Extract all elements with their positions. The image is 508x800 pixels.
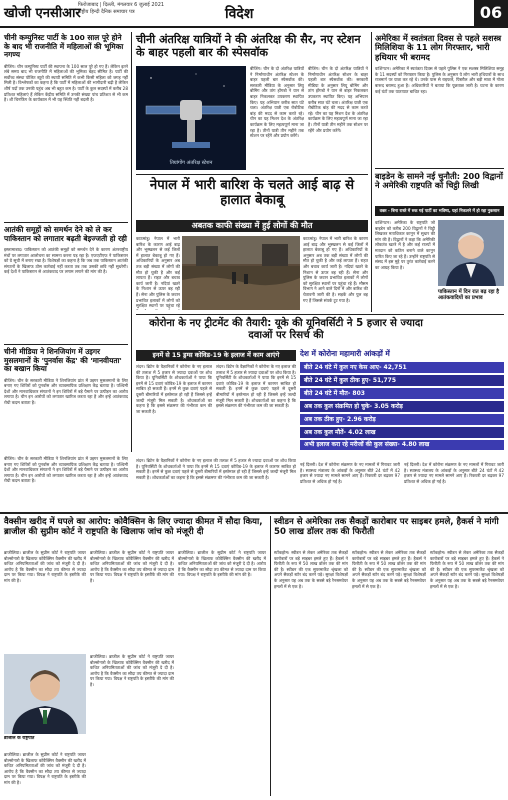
story-us-independence xyxy=(375,34,504,152)
story-corona-treatment xyxy=(136,318,436,341)
bolsonaro-caption xyxy=(4,736,86,748)
divider xyxy=(4,344,128,345)
divider xyxy=(136,314,504,315)
stat-row: बीते 24 घंटे में कुल नए केस आए- 42,751 xyxy=(300,362,504,373)
headline: चीनी कम्युनिस्ट पार्टी के 100 साल पूरे होने के बाद भी राजनीति में महिलाओं की भूमिका नगण्य xyxy=(4,33,124,60)
column-rule xyxy=(371,32,372,312)
pak-note-headline: पाकिस्तान में दिन रात बढ़ रहा है आतंकवादियों का प्रभाव xyxy=(438,289,500,301)
stats-body-cont: नई दिल्ली। देश में कोरोना संक्रमण के नए मामलों में गिरावट जारी है। स्वास्थ्य मंत्रालय के आंकड़ों के अनुसार बीते 24 घंटों में 42 हजार से ज्यादा नए मामले सामने आए हैं। रिकवरी दर बढ़कर 97 प्रतिशत से अधिक हो गई है। xyxy=(404,462,504,484)
story-body: स्टॉकहोम। स्वीडन से लेकर अमेरिका तक सैकड़ों कारोबारों पर बड़े साइबर हमले हुए हैं। हैकर्स ने फिरौती के रूप में 50 लाख डॉलर तक की मांग की है। स्वीडन की एक सुपरमार्केट श्रृंखला को अपने सैकड़ों स्टोर बंद करने पड़े। सुरक्षा विशेषज्ञों के अनुसार यह अब तक के सबसे बड़े रैनसमवेयर हमलों में से एक है। xyxy=(274,550,348,589)
headline: चीनी अंतरिक्ष यात्रियों ने की अंतरिक्ष की सैर, नए स्टेशन के बाहर पहली बार की स्पेसवॉक xyxy=(136,33,361,59)
stat-row: अभी इलाज करा रहे मरीजों की कुल संख्या- 4.80 लाख xyxy=(300,440,504,450)
story-china-space xyxy=(136,34,368,60)
story-sweden-hack xyxy=(274,518,504,538)
story-body: ब्राजीलिया। ब्राजील के सुप्रीम कोर्ट ने राष्ट्रपति जायर बोल्सोनारो के खिलाफ कोवैक्सिन वैक्सीन की खरीद में कथित अनियमितताओं की जांच को मंजूरी दे दी है। आरोप है कि वैक्सीन का सौदा तय कीमत से ज्यादा दाम पर किया गया। विपक्ष ने राष्ट्रपति के इस्तीफे की मांग की है। xyxy=(4,550,86,583)
space-station-photo xyxy=(136,66,246,170)
story-body-cont4: ब्राजीलिया। ब्राजील के सुप्रीम कोर्ट ने राष्ट्रपति जायर बोल्सोनारो के खिलाफ कोवैक्सिन वैक्सीन की खरीद में कथित अनियमितताओं की जांच को मंजूरी दे दी है। आरोप है कि वैक्सीन का सौदा तय कीमत से ज्यादा दाम पर किया गया। विपक्ष ने राष्ट्रपति के इस्तीफे की मांग की है। xyxy=(4,752,86,785)
subhead-bar: अबतक काफी संख्या में हुई लोगों की मौत xyxy=(136,220,368,232)
stats-body: नई दिल्ली। देश में कोरोना संक्रमण के नए मामलों में गिरावट जारी है। स्वास्थ्य मंत्रालय के आंकड़ों के अनुसार बीते 24 घंटों में 42 हजार से ज्यादा नए मामले सामने आए हैं। रिकवरी दर बढ़कर 97 प्रतिशत से अधिक हो गई है। xyxy=(300,462,400,484)
story-body-cont: स्टॉकहोम। स्वीडन से लेकर अमेरिका तक सैकड़ों कारोबारों पर बड़े साइबर हमले हुए हैं। हैकर्स ने फिरौती के रूप में 50 लाख डॉलर तक की मांग की है। स्वीडन की एक सुपरमार्केट श्रृंखला को अपने सैकड़ों स्टोर बंद करने पड़े। सुरक्षा विशेषज्ञों के अनुसार यह अब तक के सबसे बड़े रैनसमवेयर हमलों में से एक है। xyxy=(352,550,426,589)
divider xyxy=(4,222,128,223)
headline: अमेरिका में स्वतंत्रता दिवस से पहले सशस्त्र मिलिशिया के 11 लोग गिरफ्तार, भारी हथियार भी बरामद xyxy=(375,33,502,62)
story-body-cont2: स्टॉकहोम। स्वीडन से लेकर अमेरिका तक सैकड़ों कारोबारों पर बड़े साइबर हमले हुए हैं। हैकर्स ने फिरौती के रूप में 50 लाख डॉलर तक की मांग की है। स्वीडन की एक सुपरमार्केट श्रृंखला को अपने सैकड़ों स्टोर बंद करने पड़े। सुरक्षा विशेषज्ञों के अनुसार यह अब तक के सबसे बड़े रैनसमवेयर हमलों में से एक है। xyxy=(430,550,504,589)
stat-row: अब तक कुल मौतें- 4.02 लाख xyxy=(300,427,504,438)
stat-row: अब तक ठीक हुए- 2.96 करोड़ xyxy=(300,414,504,425)
story-body: बीजिंग। चीन कम्युनिस्ट पार्टी की स्थापना के 100 साल पूरे हो गए हैं। लेकिन इतने लंबे समय बाद भी राजनीति में महिलाओं की भूमिका बेहद सीमित है। पार्टी की सर्वोच्च संस्था पोलित ब्यूरो की स्थायी समिति में कभी किसी महिला को जगह नहीं मिली है। विश्लेषकों का कहना है कि पार्टी में महिलाओं की भागीदारी बढ़ी है लेकिन शीर्ष पदों तक उनकी पहुंच अब भी बहुत कम है। पार्टी के कुल सदस्यों में करीब 28 प्रतिशत महिलाएं हैं लेकिन केंद्रीय समिति में उनकी संख्या पांच प्रतिशत से भी कम है। शी चिनफिंग के कार्यकाल में भी यह स्थिति नहीं बदली है। xyxy=(4,63,128,103)
biden-photo xyxy=(438,220,504,286)
divider xyxy=(375,168,504,169)
masthead xyxy=(0,0,508,28)
column-rule xyxy=(131,32,132,452)
story-body: बीजिंग। चीन के दो अंतरिक्ष यात्रियों ने निर्माणाधीन अंतरिक्ष स्टेशन के बाहर पहली बार स्पेसवॉक की। सरकारी मीडिया के अनुसार लियू बोमिंग और तांग होंगबो ने यान से बाहर निकलकर उपकरण स्थापित किए। यह अभियान करीब सात घंटे चला। अंतरिक्ष यात्री एक रोबोटिक बांह की मदद से काम करते रहे। चीन का यह मिशन देश के अंतरिक्ष कार्यक्रम के लिए महत्वपूर्ण माना जा रहा है। तीनों यात्री तीन महीने तक स्टेशन पर रहेंगे और प्रयोग करेंगे। xyxy=(250,66,304,139)
headline: कोरोना के नए ट्रीटमेंट की तैयारी: यूके की यूनिवर्सिटी ने 5 हजार से ज्यादा दवाओं पर रिसर्च की xyxy=(149,318,423,341)
story-body-cont: ब्राजीलिया। ब्राजील के सुप्रीम कोर्ट ने राष्ट्रपति जायर बोल्सोनारो के खिलाफ कोवैक्सिन वैक्सीन की खरीद में कथित अनियमितताओं की जांच को मंजूरी दे दी है। आरोप है कि वैक्सीन का सौदा तय कीमत से ज्यादा दाम पर किया गया। विपक्ष ने राष्ट्रपति के इस्तीफे की मांग की है। xyxy=(90,550,174,583)
pak-note xyxy=(438,290,504,302)
story-body-cont: काठमांडू। नेपाल में भारी बारिश के कारण आई बाढ़ और भूस्खलन से कई जिलों में हालात बेकाबू हो गए हैं। अधिकारियों के अनुसार अब तक बड़ी संख्या में लोगों की मौत हो चुकी है और कई लापता हैं। राहत और बचाव कार्य जारी है। नदियां खतरे के निशान से ऊपर बह रही हैं। सेना और पुलिस के जवान प्रभावित इलाकों में लोगों को सुरक्षित स्थानों पर पहुंचा रहे हैं। मौसम विभाग ने आने वाले दिनों में और बारिश की चेतावनी जारी की है। सड़कें और पुल बह गए हैं जिससे संपर्क टूट गया है। xyxy=(303,236,368,303)
stat-row: अब तक कुल संक्रमित हो चुके- 3.05 करोड़ xyxy=(300,401,504,412)
stat-row: बीते 24 घंटे में मौत- 803 xyxy=(300,388,504,399)
column-rule xyxy=(270,516,271,796)
divider xyxy=(0,512,508,514)
story-body-more-left: बीजिंग। चीन के सरकारी मीडिया ने शिनजियांग प्रांत में उइगर मुसलमानों के लिए बनाए गए शिविरों को पुनर्वास और व्यावसायिक प्रशिक्षण केंद्र बताया है। पश्चिमी देशों और मानवाधिकार संगठनों ने इन शिविरों में बड़े पैमाने पर उत्पीड़न का आरोप लगाया है। चीन इन आरोपों को लगातार खारिज करता रहा है और इन्हें आतंकवाद रोधी कदम बताता है। xyxy=(4,456,128,484)
story-biden-letter xyxy=(375,172,504,191)
story-body: वाशिंगटन। अमेरिका में स्वतंत्रता दिवस से पहले पुलिस ने एक सशस्त्र मिलिशिया समूह के 11 सदस्यों को गिरफ्तार किया है। पुलिस के अनुसार ये लोग भारी हथियारों के साथ राजमार्ग पर यात्रा कर रहे थे। उनके पास से राइफलें, पिस्तौल और बड़ी मात्रा में गोला बारूद बरामद हुआ है। अधिकारियों ने बताया कि पूछताछ जारी है। घटना के कारण कई घंटों तक यातायात बाधित रहा। xyxy=(375,66,504,94)
story-body-more: लंदन। ब्रिटेन के वैज्ञानिकों ने कोरोना के नए इलाज की तलाश में 5 हजार से ज्यादा दवाओं पर शोध किया है। यूनिवर्सिटी के शोधकर्ताओं ने पाया कि इनमें से 15 दवाएं कोविड-19 के इलाज में कारगर साबित हो सकती हैं। इनमें से कुछ दवाएं पहले से दूसरी बीमारियों में इस्तेमाल हो रही हैं जिससे इन्हें जल्दी मंजूरी मिल सकती है। शोधकर्ताओं का कहना है कि इससे संक्रमण की गंभीरता कम की जा सकती है। xyxy=(136,458,296,480)
brand-subtitle: फिरोजाबाद | दिल्ली, मंगलवार 6 जुलाई 2021 राष्ट्रीय हिन्दी दैनिक समाचार पत्र xyxy=(78,2,165,15)
story-body: काठमांडू। नेपाल में भारी बारिश के कारण आई बाढ़ और भूस्खलन से कई जिलों में हालात बेकाबू हो गए हैं। अधिकारियों के अनुसार अब तक बड़ी संख्या में लोगों की मौत हो चुकी है और कई लापता हैं। राहत और बचाव कार्य जारी है। नदियां खतरे के निशान से ऊपर बह रही हैं। सेना और पुलिस के जवान प्रभावित इलाकों में लोगों को सुरक्षित स्थानों पर पहुंचा रहे xyxy=(136,236,180,309)
strip-bar: इनमें से 15 ड्रग्स कोविड-19 के इलाज में काम आएंगे xyxy=(136,350,296,361)
story-body: वाशिंगटन। अमेरिका के राष्ट्रपति जो बाइडेन को करीब 200 विद्वानों ने चिट्ठी लिखकर मताधिकार कानून में सुधार की मांग की है। विद्वानों ने कहा कि अमेरिकी लोकतंत्र खतरे में है और कई राज्यों में मतदान को कठिन बनाने वाले कानून पारित किए जा रहे हैं। उन्होंने राष्ट्रपति से संसद में इस मुद्दे पर तुरंत कार्रवाई करने का आग्रह किया है। xyxy=(375,220,435,270)
headline: चीनी मीडिया ने शिनजियांग में उइगर मुसलमानों के 'पुनर्वास केंद्र' की 'मानवीयता' का बखान किया xyxy=(4,347,122,374)
story-body-cont3: ब्राजीलिया। ब्राजील के सुप्रीम कोर्ट ने राष्ट्रपति जायर बोल्सोनारो के खिलाफ कोवैक्सिन वैक्सीन की खरीद में कथित अनियमितताओं की जांच को मंजूरी दे दी है। आरोप है कि वैक्सीन का सौदा तय कीमत से ज्यादा दाम पर किया गया। विपक्ष ने राष्ट्रपति के इस्तीफे की मांग की है। xyxy=(90,654,174,687)
stat-row: बीते 24 घंटे में कुल ठीक हुए- 51,775 xyxy=(300,375,504,386)
photo-caption: तियांगोंग अंतरिक्ष स्टेशन xyxy=(169,160,213,166)
flood-photo xyxy=(182,236,300,310)
kicker-bar: वक्त - बिना रास्ते में रुक गई पार्टी का भविष्य, यहां निकलने में हो रहा नुकसान xyxy=(375,206,504,216)
headline: आतंकी समूहों को समर्थन देने को ले कर पाकिस्तान को लगातार बढ़ती बेइज्जती हो रही xyxy=(4,225,127,243)
stats-title: देश में कोरोना महामारी आंकड़ों में xyxy=(300,349,390,358)
story-body-cont: बीजिंग। चीन के दो अंतरिक्ष यात्रियों ने निर्माणाधीन अंतरिक्ष स्टेशन के बाहर पहली बार स्पेसवॉक की। सरकारी मीडिया के अनुसार लियू बोमिंग और तांग होंगबो ने यान से बाहर निकलकर उपकरण स्थापित किए। यह अभियान करीब सात घंटे चला। अंतरिक्ष यात्री एक रोबोटिक बांह की मदद से काम करते रहे। चीन का यह मिशन देश के अंतरिक्ष कार्यक्रम के लिए महत्वपूर्ण माना जा रहा है। तीनों यात्री तीन महीने तक स्टेशन पर रहेंगे और प्रयोग करेंगे। xyxy=(308,66,368,133)
photo-caption: ब्राजील के राष्ट्रपति xyxy=(4,736,35,741)
story-body-cont2: ब्राजीलिया। ब्राजील के सुप्रीम कोर्ट ने राष्ट्रपति जायर बोल्सोनारो के खिलाफ कोवैक्सिन वैक्सीन की खरीद में कथित अनियमितताओं की जांच को मंजूरी दे दी है। आरोप है कि वैक्सीन का सौदा तय कीमत से ज्यादा दाम पर किया गया। विपक्ष ने राष्ट्रपति के इस्तीफे की मांग की है। xyxy=(178,550,266,578)
brand-name: खोजी एनसीआर xyxy=(4,6,81,21)
headline: नेपाल में भारी बारिश के चलते आई बाढ़ से हालात बेकाबू xyxy=(149,178,355,209)
divider xyxy=(136,174,368,175)
bolsonaro-photo xyxy=(4,654,86,734)
corona-stats-box xyxy=(300,350,504,452)
section-title: विदेश xyxy=(225,6,254,22)
story-body: लंदन। ब्रिटेन के वैज्ञानिकों ने कोरोना के नए इलाज की तलाश में 5 हजार से ज्यादा दवाओं पर शोध किया है। यूनिवर्सिटी के शोधकर्ताओं ने पाया कि इनमें से 15 दवाएं कोविड-19 के इलाज में कारगर साबित हो सकती हैं। इनमें से कुछ दवाएं पहले से दूसरी बीमारियों में इस्तेमाल हो रही हैं जिससे इन्हें जल्दी मंजूरी मिल सकती है। शोधकर्ताओं का कहना है कि इससे संक्रमण की गंभीरता कम की जा सकती है। xyxy=(136,364,212,414)
story-bolsonaro xyxy=(4,518,266,538)
story-pak-terror xyxy=(4,226,128,329)
headline: बाइडेन के सामने नई चुनौती: 200 विद्वानों ने अमेरिकी राष्ट्रपति को चिट्ठी लिखी xyxy=(375,171,503,191)
story-nepal-rain xyxy=(136,178,368,208)
story-body: इस्लामाबाद। पाकिस्तान को आतंकी समूहों को समर्थन देने के कारण अंतरराष्ट्रीय मंचों पर लगातार आलोचना का सामना करना पड़ रहा है। एफएटीएफ ने पाकिस्तान को ग्रे सूची में बनाए रखा है। विशेषज्ञों का कहना है कि जब तक पाकिस्तान आतंकी संगठनों के खिलाफ ठोस कार्रवाई नहीं करता तब तक उसकी छवि नहीं सुधरेगी। कई देशों ने पाकिस्तान से आतंकवाद पर लगाम लगाने की मांग की है। xyxy=(4,247,128,275)
story-china-party xyxy=(4,34,128,199)
story-body: बीजिंग। चीन के सरकारी मीडिया ने शिनजियांग प्रांत में उइगर मुसलमानों के लिए बनाए गए शिविरों को पुनर्वास और व्यावसायिक प्रशिक्षण केंद्र बताया है। पश्चिमी देशों और मानवाधिकार संगठनों ने इन शिविरों में बड़े पैमाने पर उत्पीड़न का आरोप लगाया है। चीन इन आरोपों को लगातार खारिज करता रहा है और इन्हें आतंकवाद रोधी कदम बताता है। xyxy=(4,377,128,405)
stats-list xyxy=(300,362,504,450)
headline: स्वीडन से अमेरिका तक सैकड़ों कारोबार पर साइबर हमले, हैकर्स ने मांगी 50 लाख डॉलर तक की फिरौती xyxy=(274,517,499,537)
headline: वैक्सीन खरीद में घपले का आरोप: कोवैक्सिन के लिए ज्यादा कीमत में सौदा किया, ब्राजील की सुप्रीम कोर्ट ने राष्ट्रपति के खिलाफ जांच को मंजूरी दी xyxy=(4,517,263,537)
story-body-cont: लंदन। ब्रिटेन के वैज्ञानिकों ने कोरोना के नए इलाज की तलाश में 5 हजार से ज्यादा दवाओं पर शोध किया है। यूनिवर्सिटी के शोधकर्ताओं ने पाया कि इनमें से 15 दवाएं कोविड-19 के इलाज में कारगर साबित हो सकती हैं। इनमें से कुछ दवाएं पहले से दूसरी बीमारियों में इस्तेमाल हो रही हैं जिससे इन्हें जल्दी मंजूरी मिल सकती है। शोधकर्ताओं का कहना है कि इससे संक्रमण की गंभीरता कम की जा सकती है। xyxy=(216,364,296,409)
page-number: 06 xyxy=(474,0,508,26)
